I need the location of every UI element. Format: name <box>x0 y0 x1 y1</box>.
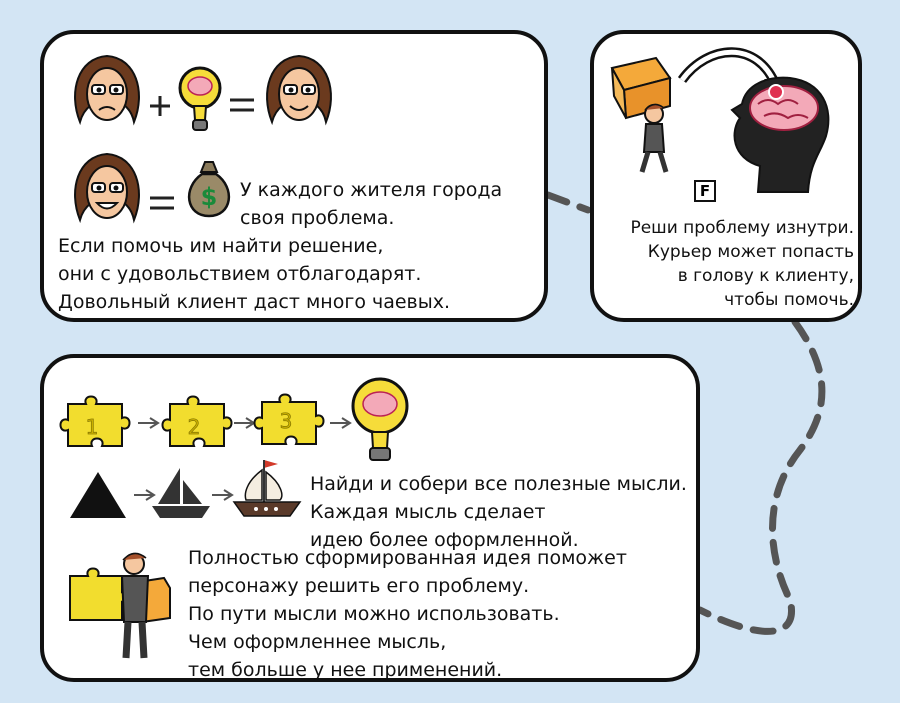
equals-sign-icon <box>228 96 256 114</box>
sailboat-detailed-icon <box>232 458 302 520</box>
plus-sign-icon <box>148 94 172 118</box>
f-key-badge <box>694 180 716 202</box>
woman-sad-face-icon <box>72 52 142 132</box>
panel-3-text-b: Полностью сформированная идея поможет персонажу решить его проблему. По пути мысли можно использовать. Чем оформленнее мысль, тем больше у нее применений. <box>188 547 627 681</box>
panel-enter-head <box>590 30 862 322</box>
puzzle-piece-2-icon <box>164 394 234 452</box>
money-bag-icon <box>184 158 234 220</box>
black-triangle-icon <box>68 470 128 520</box>
equals-sign-icon <box>148 194 176 212</box>
puzzle-number-3: 3 <box>279 409 293 433</box>
puzzle-piece-1-icon <box>62 394 132 452</box>
puzzle-number-2: 2 <box>187 415 201 439</box>
arrow-right-icon <box>136 416 162 430</box>
woman-smile-face-icon <box>264 52 334 132</box>
svg-text:$: $ <box>200 183 218 211</box>
panel-1-text-a: У каждого жителя города своя проблема. <box>240 179 503 229</box>
sailboat-silhouette-icon <box>150 466 212 520</box>
puzzle-piece-3-icon <box>256 392 326 450</box>
head-silhouette-brain-icon <box>728 74 838 194</box>
puzzle-number-1: 1 <box>85 415 99 439</box>
courier-with-box-icon <box>608 48 688 178</box>
panel-3-text-a: Найди и собери все полезные мысли. Каждая мысль сделает идею более оформленной. <box>310 473 687 551</box>
panel-2-text: Реши проблему изнутри. Курьер может попасть в голову к клиенту, чтобы помочь. <box>630 218 854 310</box>
courier-holding-puzzle-icon <box>60 548 180 664</box>
f-key-label: F <box>699 182 711 200</box>
woman-happy-face-icon <box>72 150 142 230</box>
lightbulb-brain-icon <box>178 64 222 138</box>
lightbulb-brain-icon <box>350 374 410 464</box>
panel-1-text-b: Если помочь им найти решение, они с удовольствием отблагодарят. Довольный клиент даст много чаевых. <box>58 235 451 313</box>
panel-collect-thoughts <box>40 354 700 682</box>
panel-client-problem <box>40 30 548 322</box>
